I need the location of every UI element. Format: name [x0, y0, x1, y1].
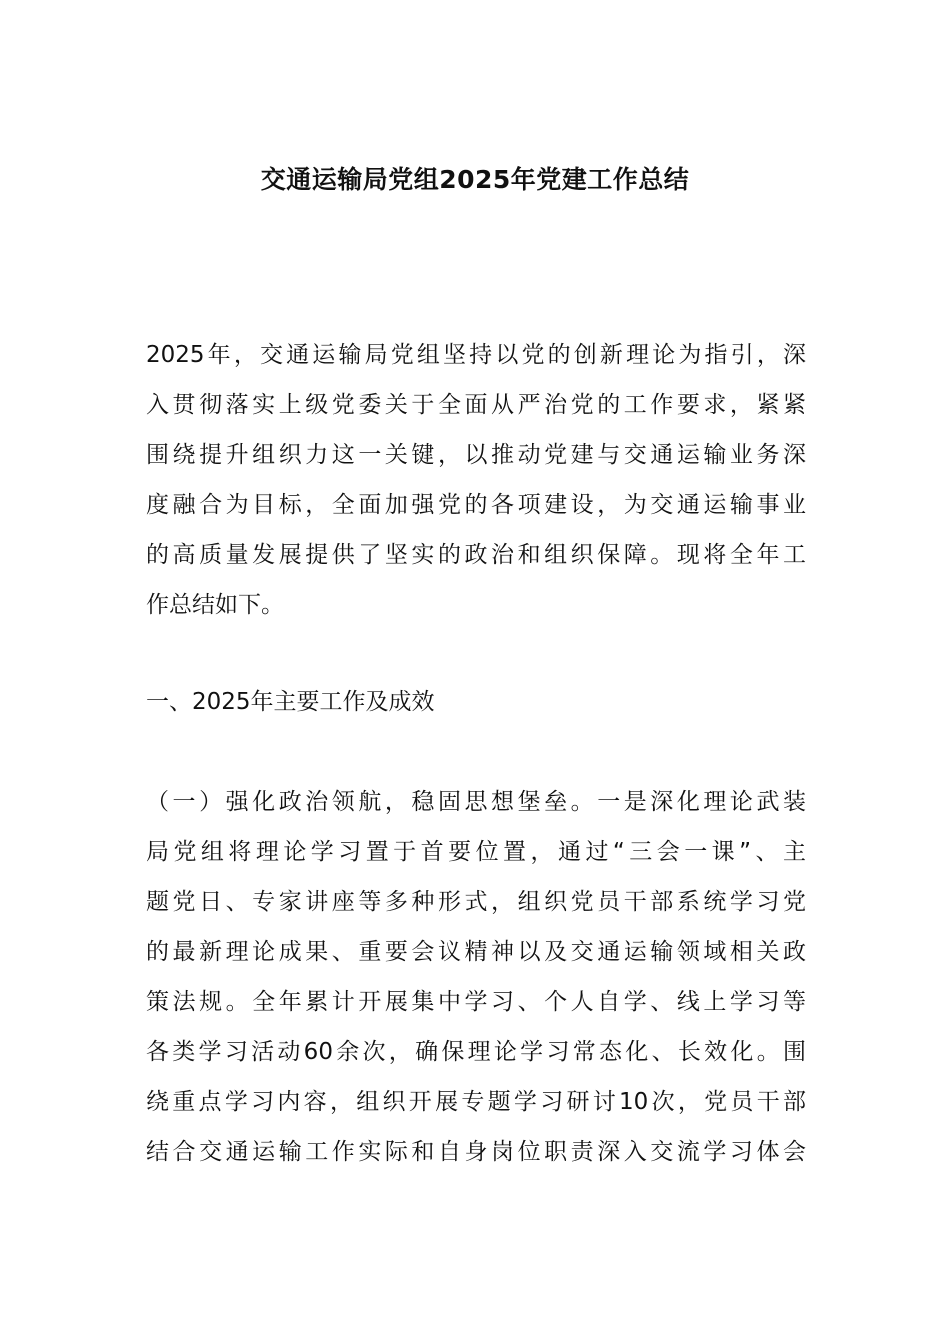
section-heading [146, 677, 806, 727]
paragraph-line: 围绕提升组织力这一关键，以推动党建与交通运输业务深 [146, 442, 806, 468]
paragraph-line: （一）强化政治领航，稳固思想堡垒。一是深化理论武装 [146, 789, 806, 815]
paragraph-line: 2025年，交通运输局党组坚持以党的创新理论为指引，深 [146, 342, 806, 368]
paragraph-line: 局党组将理论学习置于首要位置，通过“三会一课”、主 [146, 839, 806, 865]
paragraph-line: 各类学习活动60余次，确保理论学习常态化、长效化。围 [146, 1039, 806, 1065]
document-title: 交通运输局党组2025年党建工作总结 [260, 165, 690, 194]
paragraph-line: 绕重点学习内容，组织开展专题学习研讨10次，党员干部 [146, 1089, 806, 1115]
section-heading-text: 一、2025年主要工作及成效 [146, 689, 435, 715]
intro-paragraph [146, 330, 806, 630]
paragraph-line: 结合交通运输工作实际和自身岗位职责深入交流学习体会 [146, 1139, 806, 1165]
paragraph-line: 度融合为目标，全面加强党的各项建设，为交通运输事业 [146, 492, 806, 518]
paragraph-line: 的最新理论成果、重要会议精神以及交通运输领域相关政 [146, 939, 806, 965]
paragraph-line: 策法规。全年累计开展集中学习、个人自学、线上学习等 [146, 989, 806, 1015]
paragraph-line: 作总结如下。 [146, 592, 284, 618]
paragraph-line: 题党日、专家讲座等多种形式，组织党员干部系统学习党 [146, 889, 806, 915]
section1-paragraph [146, 777, 806, 1177]
paragraph-line: 的高质量发展提供了坚实的政治和组织保障。现将全年工 [146, 542, 806, 568]
paragraph-line: 入贯彻落实上级党委关于全面从严治党的工作要求，紧紧 [146, 392, 806, 418]
